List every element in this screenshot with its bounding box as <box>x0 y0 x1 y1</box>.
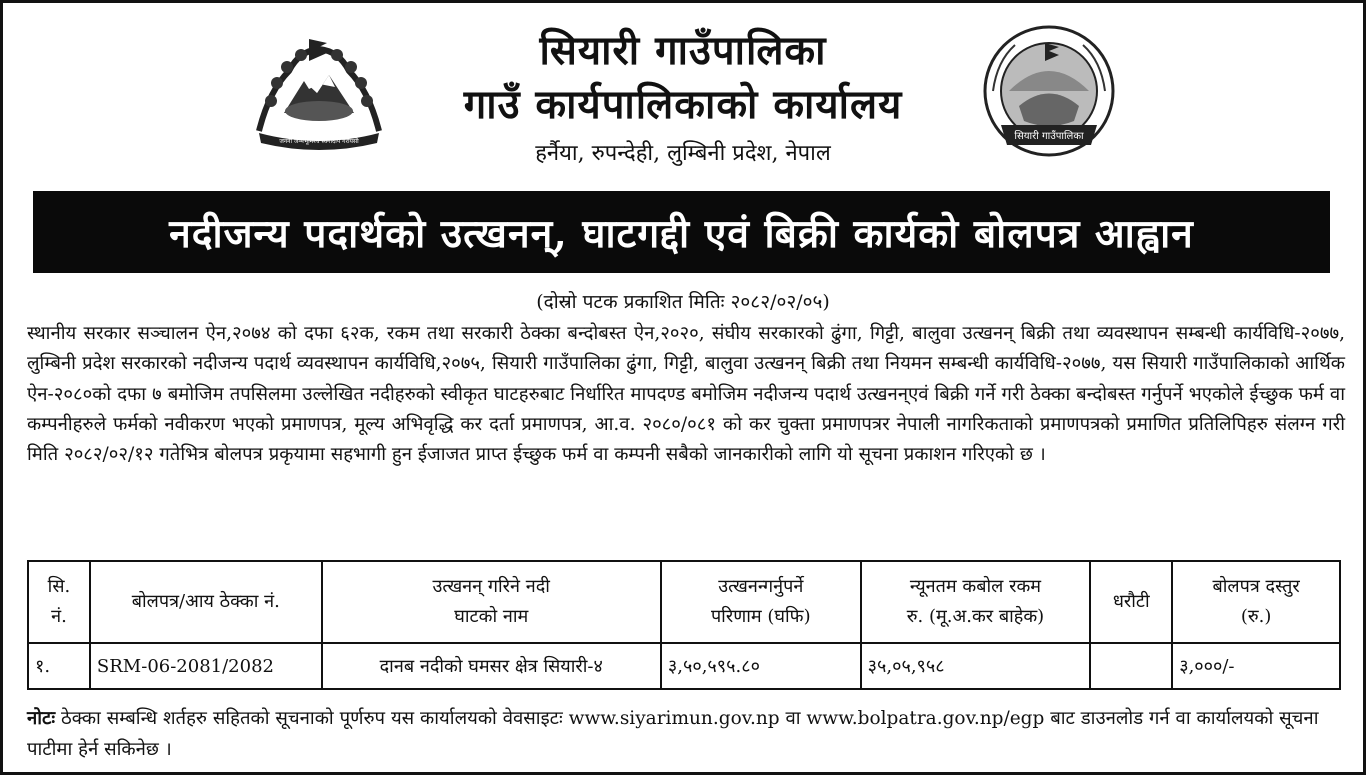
tender-table <box>27 560 1341 690</box>
header-quantity: उत्खनन्गर्नुपर्ने परिणाम (घफि) <box>661 561 861 643</box>
table-header-row <box>28 561 1340 643</box>
header-contract-no: बोलपत्र/आय ठेक्का नं. <box>90 561 322 643</box>
header-river-ghat: उत्खनन् गरिने नदी घाटको नाम <box>322 561 661 643</box>
publication-date: (दोस्रो पटक प्रकाशित मितिः २०८२/०२/०५) <box>536 291 830 313</box>
cell-contract-no: SRM-06-2081/2082 <box>90 643 322 689</box>
office-title-line1: सियारी गाउँपालिका <box>539 27 827 74</box>
office-address: हर्नैया, रुपन्देही, लुम्बिनी प्रदेश, नेपाल <box>535 141 831 166</box>
cell-bid-fee: ३,०००/- <box>1172 643 1340 689</box>
header-minimum-bid: न्यूनतम कबोल रकम रु. (मू.अ.कर बाहेक) <box>861 561 1091 643</box>
cell-river-ghat: दानब नदीको घमसर क्षेत्र सियारी-४ <box>322 643 661 689</box>
notice-banner: नदीजन्य पदार्थको उत्खनन्, घाटगद्दी एवं बिक्री कार्यको बोलपत्र आह्वान <box>33 191 1330 273</box>
header-bid-fee: बोलपत्र दस्तुर (रु.) <box>1172 561 1340 643</box>
cell-deposit <box>1090 643 1172 689</box>
notice-paragraph: स्थानीय सरकार सञ्चालन ऐन,२०७४ को दफा ६२क, रकम तथा सरकारी ठेक्का बन्दोबस्त ऐन,२०२०, संघीय सरकारको ढुंगा, गिट्टी, बालुवा उत्खनन् बिक्री तथा व्यवस्थापन सम्बन्धी कार्यविधि-२०७७, लुम्बिनी प्रदेश सरकारको नदीजन्य पदार्थ व्यवस्थापन कार्यविधि,२०७५, सियारी गाउँपालिका ढुंगा, गिट्टी, बालुवा उत्खनन् बिक्री तथा नियमन सम्बन्धी कार्यविधि-२०७७, यस सियारी गाउँपालिकाको आर्थिक ऐन-२०८०को दफा ७ बमोजिम तपसिलमा उल्लेखित नदीहरुको स्वीकृत घाटहरुबाट निर्धारित मापदण्ड बमोजिम नदीजन्य पदार्थ उत्खनन्एवं बिक्री गर्ने गरी ठेक्का बन्दोबस्त गर्नुपर्ने भएकोले ईच्छुक फर्म वा कम्पनीहरुले फर्मको नवीकरण भएको प्रमाणपत्र, मूल्य अभिवृद्धि कर दर्ता प्रमाणपत्र, आ.व. २०८०/०८१ को कर चुक्ता प्रमाणपत्रर नेपाली नागरिकताको प्रमाणपत्रको प्रमाणित प्रतिलिपिहरु संलग्न गरी मिति २०८२/०२/१२ गतेभित्र बोलपत्र प्रकृयामा सहभागी हुन ईजाजत प्राप्त ईच्छुक फर्म वा कम्पनी सबैको जानकारीको लागि यो सूचना प्रकाशन गरिएको छ । <box>27 323 1345 466</box>
note-text: ठेक्का सम्बन्धि शर्तहरु सहितको सूचनाको पूर्णरुप यस कार्यालयको वेवसाइटः www.siyarimun.gov.np वा www.bolpatra.gov.np/egp बाट डाउनलोड गर्न वा कार्यालयको सूचना पाटीमा हेर्न सकिनेछ । <box>27 708 1319 760</box>
note-label: नोटः <box>27 708 56 729</box>
cell-sn: १. <box>28 643 90 689</box>
office-title-line2: गाउँ कार्यपालिकाको कार्यालय <box>463 81 903 128</box>
emblem-motto: जननी जन्मभूमिश्च स्वर्गादपि गरीयसी <box>279 138 359 145</box>
logo-label: सियारी गाउँपालिका <box>1014 131 1084 142</box>
table-row <box>28 643 1340 689</box>
cell-quantity: ३,५०,५९५.८० <box>661 643 861 689</box>
header-deposit: धरौटी <box>1090 561 1172 643</box>
header-sn: सि. नं. <box>28 561 90 643</box>
cell-minimum-bid: ३५,०५,९५८ <box>861 643 1091 689</box>
footer-note <box>27 703 1347 765</box>
